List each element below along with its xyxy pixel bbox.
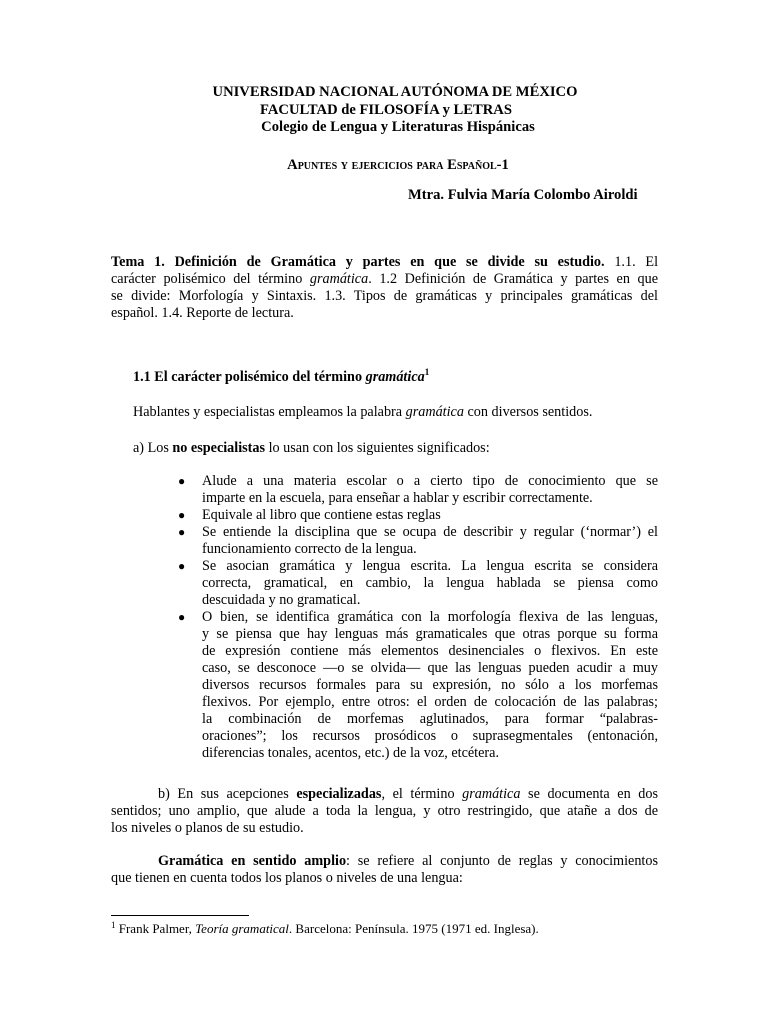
bullet-icon: ● <box>178 525 186 539</box>
footnote-separator <box>111 915 249 916</box>
meanings-list <box>175 473 658 762</box>
bullet-icon: ● <box>178 474 186 488</box>
broad-grammar-paragraph: Gramática en sentido amplio: se refiere al conjunto de reglas y conocimientos que tienen en cuenta todos los planos o niveles de una lengua: <box>111 853 658 886</box>
list-item: ● Se asocian gramática y lengua escrita. La lengua escrita se considera correcta, gramatical, en cambio, la lengua hablada se piensa como descuidada y no gramatical. <box>178 558 658 608</box>
list-item: ● Alude a una materia escolar o a cierto tipo de conocimiento que se imparte en la escuela, para enseñar a hablar y escribir correctamente. <box>178 473 658 506</box>
course-title: Apuntes y ejercicios para Español-1 <box>287 157 509 173</box>
college-name: Colegio de Lengua y Literaturas Hispánicas <box>261 119 535 135</box>
author-name: Mtra. Fulvia María Colombo Airoldi <box>408 187 638 203</box>
section-heading: 1.1 El carácter polisémico del término gramática$^1$ <box>133 367 430 385</box>
topic-summary: Tema 1. Definición de Gramática y partes en que se divide su estudio. 1.1. El carácter polisémico del término gramática. 1.2 Definición de Gramática y partes en que se divide: Morfología y Sintaxis. 1.3. Tipos de gramáticas y principales gramáticas del español. 1.4. Reporte de lectura. <box>111 254 659 321</box>
footnote: $^1$ Frank Palmer, Teoría gramatical. Barcelona: Península. 1975 (1971 ed. Inglesa). <box>111 920 539 936</box>
document-header <box>0 84 768 137</box>
intro-paragraph: Hablantes y especialistas empleamos la palabra gramática con diversos sentidos. <box>133 404 593 420</box>
list-item: ● O bien, se identifica gramática con la morfología flexiva de las lenguas, y se piensa que hay lenguas más gramaticales que otras porque su forma de expresión contiene más elementos desinenciales o flexivos. En este caso, se desconoce —o se olvida— que las lenguas pueden acudir a muy diversos recursos formales para su expresión, no sólo a los morfemas flexivos. Por ejemplo, entre otros: el orden de colocación de las palabras; la combinación de morfemas aglutinados, para formar “palabras- oraciones”; los recursos prosódicos o suprasegmentales (entonación, diferencias tonales, acentos, etc.) de la voz, etcétera. <box>178 609 658 761</box>
point-a-paragraph: a) Los no especialistas lo usan con los siguientes significados: <box>133 440 490 456</box>
bullet-icon: ● <box>178 559 186 573</box>
topic-title: Tema 1. Definición de Gramática y partes en que se divide su estudio. <box>111 254 605 270</box>
bullet-icon: ● <box>178 508 186 522</box>
list-item: ● Se entiende la disciplina que se ocupa de describir y regular (‘normar’) el funcionamiento correcto de la lengua. <box>178 524 658 557</box>
bullet-icon: ● <box>178 610 186 624</box>
university-name: UNIVERSIDAD NACIONAL AUTÓNOMA DE MÉXICO <box>212 84 578 100</box>
footnote-ref[interactable]: 1 <box>424 367 430 377</box>
faculty-name: FACULTAD de FILOSOFÍA y LETRAS <box>260 101 512 118</box>
point-b-paragraph: b) En sus acepciones especializadas, el término gramática se documenta en dos sentidos; uno amplio, que alude a toda la lengua, y otro restringido, que atañe a dos de los niveles o planos de su estudio. <box>111 786 658 836</box>
list-item: ● Equivale al libro que contiene estas reglas <box>178 507 441 523</box>
